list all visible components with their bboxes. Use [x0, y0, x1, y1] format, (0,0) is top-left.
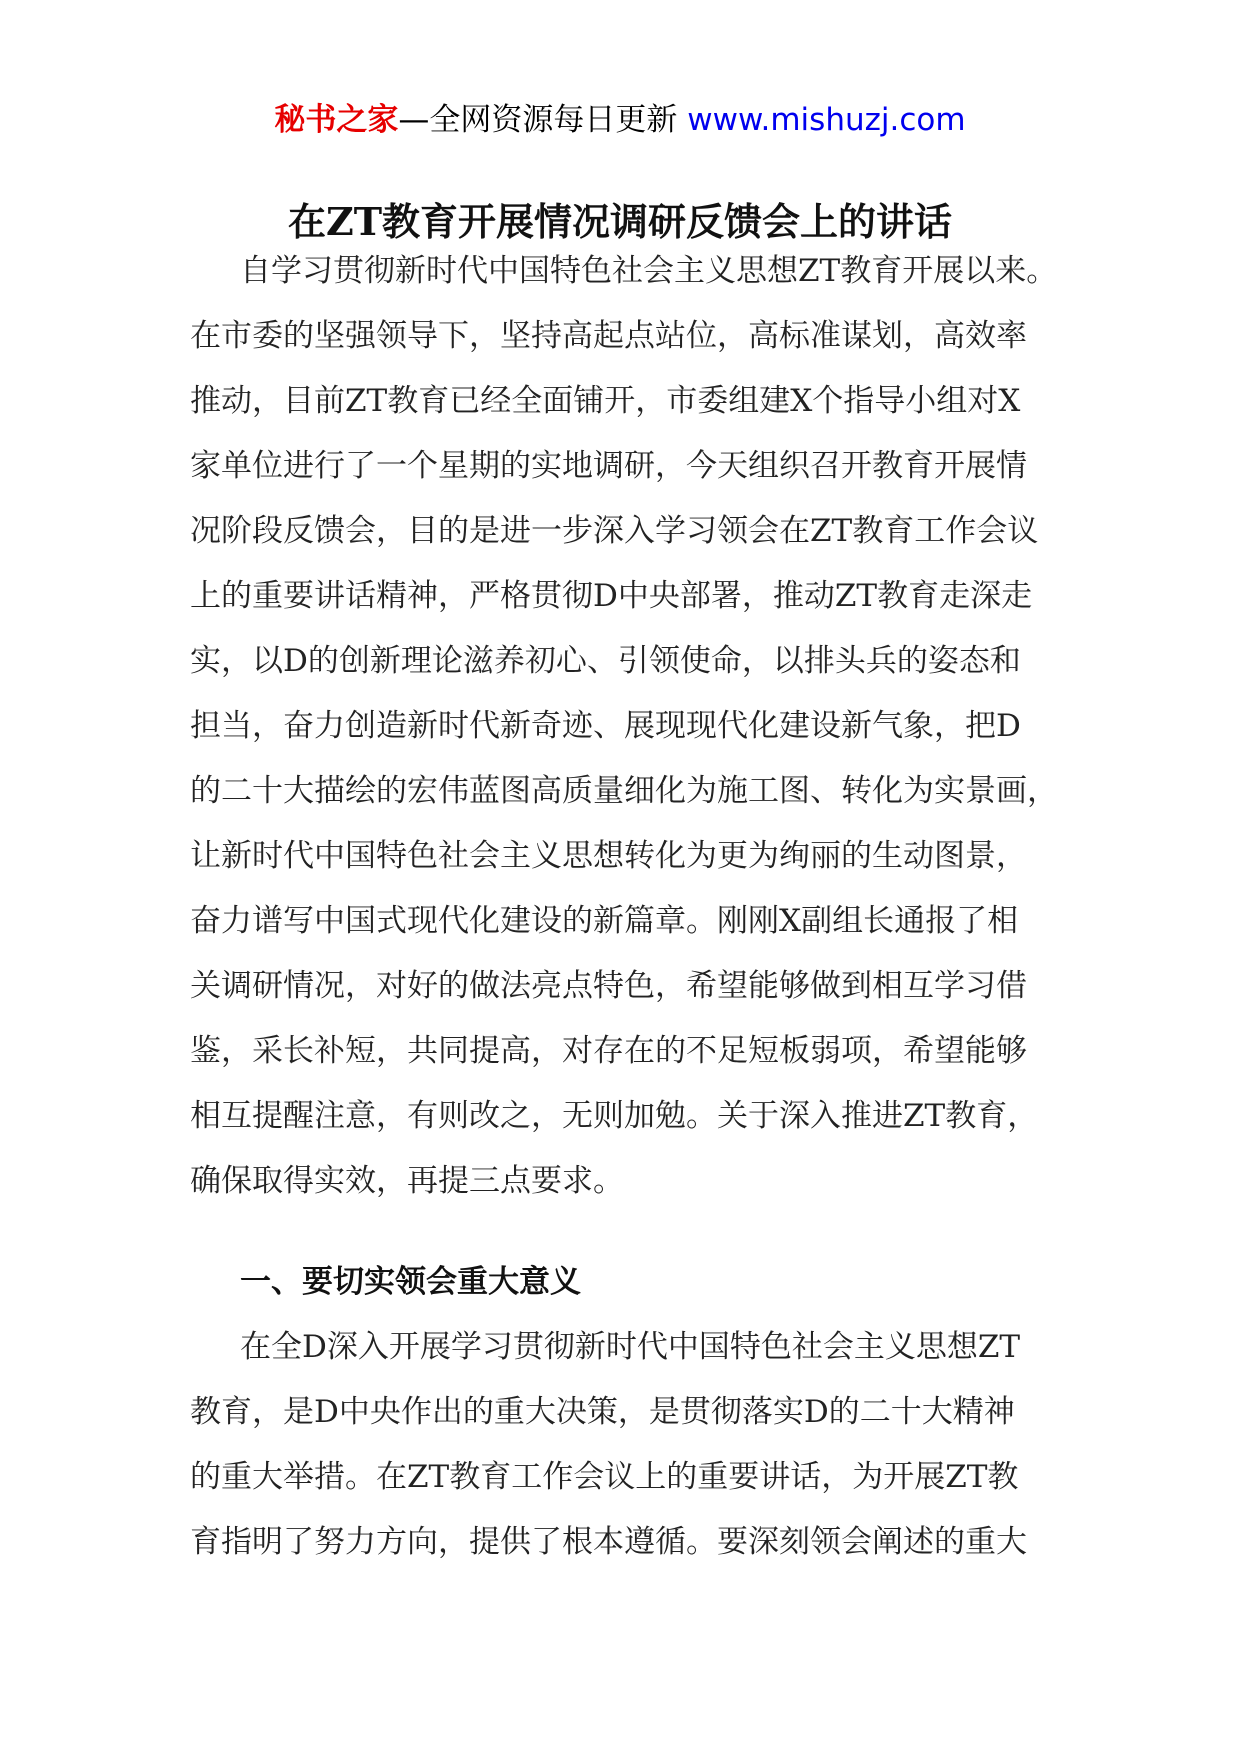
site-header: [0, 100, 1240, 140]
paragraph-1: [190, 239, 1060, 1214]
document-title: 在ZT教育开展情况调研反馈会上的讲话: [287, 199, 953, 244]
paragraph-2: [190, 1315, 1060, 1575]
text-line: 相互提醒注意，有则改之，无则加勉。关于深入推进ZT教育，: [190, 1098, 1039, 1134]
section-1-heading: 一、要切实领会重大意义: [240, 1264, 581, 1300]
site-brand: 秘书之家: [274, 102, 399, 138]
text-line: 关调研情况，对好的做法亮点特色，希望能够做到相互学习借: [190, 968, 1027, 1004]
text-line: 实，以D的创新理论滋养初心、引领使命，以排头兵的姿态和: [190, 643, 1021, 679]
text-line: 况阶段反馈会，目的是进一步深入学习领会在ZT教育工作会议: [190, 513, 1039, 549]
text-line: 确保取得实效，再提三点要求。: [190, 1163, 624, 1199]
site-tagline: —全网资源每日更新: [398, 102, 678, 138]
text-line: 在全D深入开展学习贯彻新时代中国特色社会主义思想ZT: [240, 1329, 1021, 1365]
text-line: 奋力谱写中国式现代化建设的新篇章。刚刚X副组长通报了相: [190, 903, 1019, 939]
text-line: 家单位进行了一个星期的实地调研，今天组织召开教育开展情: [190, 448, 1027, 484]
section-heading: [190, 1250, 1060, 1315]
text-line: 的二十大描绘的宏伟蓝图高质量细化为施工图、转化为实景画，: [190, 773, 1058, 809]
text-line: 担当，奋力创造新时代新奇迹、展现现代化建设新气象，把D: [190, 708, 1021, 744]
text-line: 推动，目前ZT教育已经全面铺开，市委组建X个指导小组对X: [190, 383, 1021, 419]
text-line: 育指明了努力方向，提供了根本遵循。要深刻领会阐述的重大: [190, 1524, 1027, 1560]
site-url-link[interactable]: www.mishuzj.com: [687, 102, 966, 138]
text-line: 的重大举措。在ZT教育工作会议上的重要讲话，为开展ZT教: [190, 1459, 1019, 1495]
text-line: 自学习贯彻新时代中国特色社会主义思想ZT教育开展以来。: [240, 253, 1058, 289]
text-line: 教育，是D中央作出的重大决策，是贯彻落实D的二十大精神: [190, 1394, 1015, 1430]
text-line: 上的重要讲话精神，严格贯彻D中央部署，推动ZT教育走深走: [190, 578, 1033, 614]
text-line: 鉴，采长补短，共同提高，对存在的不足短板弱项，希望能够: [190, 1033, 1027, 1069]
text-line: 在市委的坚强领导下，坚持高起点站位，高标准谋划，高效率: [190, 318, 1027, 354]
text-line: 让新时代中国特色社会主义思想转化为更为绚丽的生动图景，: [190, 838, 1027, 874]
